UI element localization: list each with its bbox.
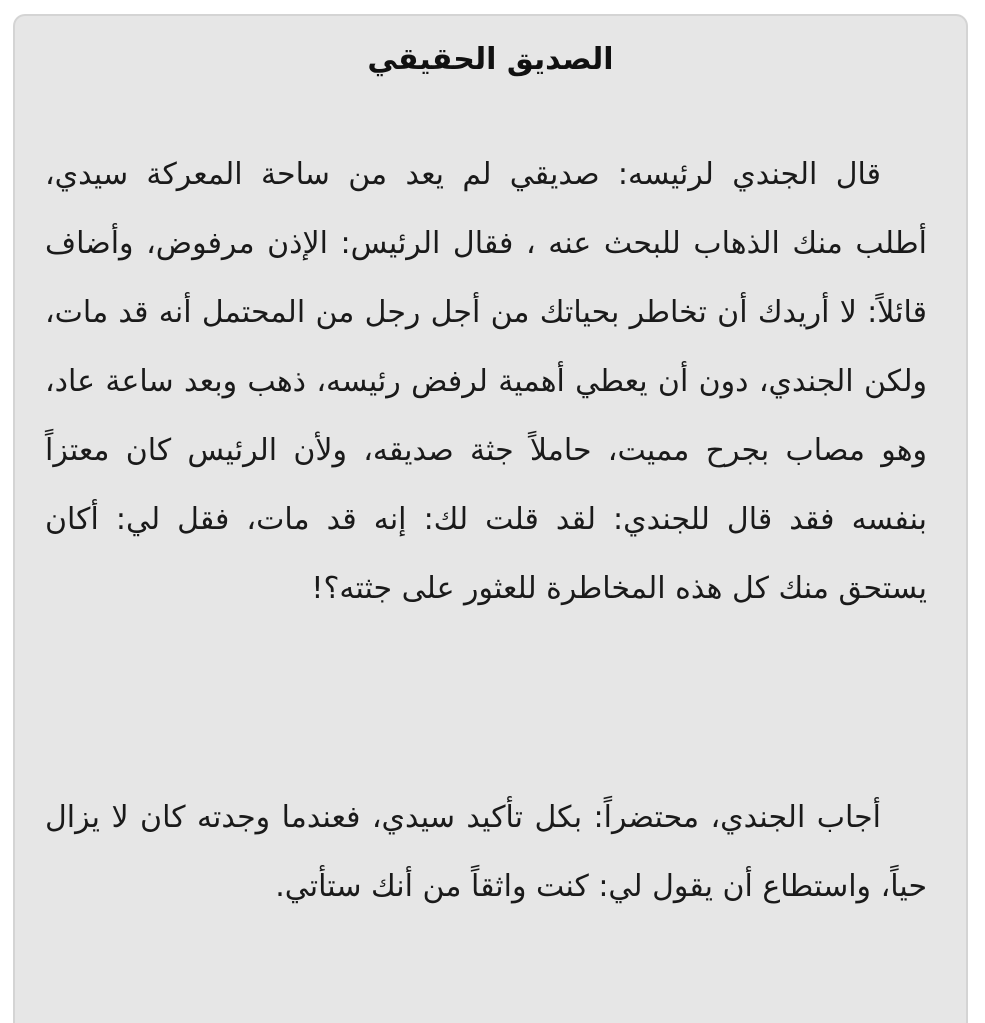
article-title: الصديق الحقيقي [367,42,614,77]
article-paragraph-2: أجاب الجندي، محتضراً: بكل تأكيد سيدي، فعندما وجدته كان لا يزال حياً، واستطاع أن يقول لي: كنت واثقاً من أنك ستأتي. [45,800,927,904]
article-paragraph-1: قال الجندي لرئيسه: صديقي لم يعد من ساحة المعركة سيدي، أطلب منك الذهاب للبحث عنه ، فقال الرئيس: الإذن مرفوض، وأضاف قائلاً: لا أريدك أن تخاطر بحياتك من أجل رجل من المحتمل أنه قد مات، ولكن الجندي، دون أن يعطي أهمية لرفض رئيسه، ذهب وبعد ساعة عاد، وهو مصاب بجرح مميت، حاملاً جثة صديقه، ولأن الرئيس كان معتزاً بنفسه فقد قال للجندي: لقد قلت لك: إنه قد مات، فقل لي: أكان يستحق منك كل هذه المخاطرة للعثور على جثته؟! [45,157,927,606]
article-card [13,14,968,1023]
